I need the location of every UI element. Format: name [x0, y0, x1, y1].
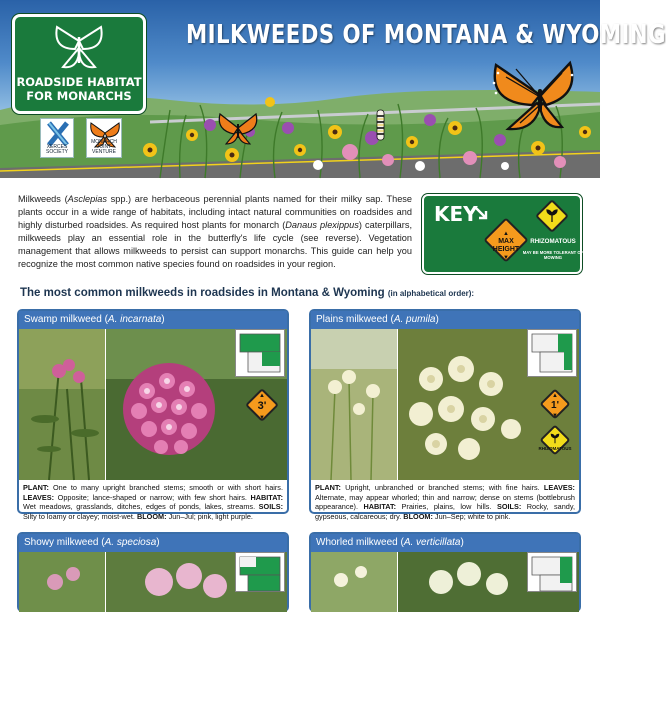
intro-paragraph: Milkweeds (Asclepias spp.) are herbaceous perennial plants named for their milky sap. These plants occur in a wide range of habitats, including intact natural communities on roadsides and highly disturbed roadsides. As required host plants for monarch (Danaus plexippus) caterpillars, milkweeds play an essential role in the butterfly's life cycle (see reverse). Vegetation management that allows milkweeds to persist can support monarchs. This guide can help you recognize the most common native species found on roadsides in your region.	[18, 194, 413, 269]
xerces-logo-label: XERCES SOCIETY	[46, 144, 68, 155]
species-card-swamp-milkweed	[17, 309, 289, 521]
genus-name: Asclepias	[67, 194, 107, 204]
header-banner	[0, 0, 666, 178]
key-legend	[422, 194, 582, 274]
mt-wy-range-map	[236, 553, 284, 591]
card-description: PLANT: Upright, unbranched or branched stems; with fine hairs. LEAVES: Alternate, may appear whorled; thin and narrow; dense on stems (bottlebrush appearance). HABITAT: Prairies, plains, low hills. SOILS: Rocky, sandy, gypseous, calcareous; dry. BLOOM: Jun–Sep; white to pink.	[315, 483, 575, 521]
arrow-down-right-icon	[474, 206, 490, 222]
page-title: MILKWEEDS OF MONTANA & WYOMING	[186, 20, 666, 50]
plant-sprout-icon	[549, 432, 561, 444]
butterfly-icon	[53, 23, 105, 73]
card-title: Whorled milkweed (A. verticillata)	[311, 534, 579, 552]
species-card-plains-milkweed	[309, 309, 581, 521]
roadside-habitat-sign	[12, 14, 146, 114]
sign-line-2: FOR MONARCHS	[26, 89, 132, 103]
card-title: Showy milkweed (A. speciosa)	[19, 534, 287, 552]
card-title: Plains milkweed (A. pumila)	[311, 311, 579, 329]
species-name: Danaus plexippus	[285, 219, 359, 230]
monarch-joint-venture-logo	[86, 118, 122, 158]
height-badge-label: ▲ 1' ▼	[551, 393, 559, 419]
plant-sprout-icon	[544, 207, 560, 223]
card-photos	[19, 552, 287, 703]
card-title: Swamp milkweed (A. incarnata)	[19, 311, 287, 329]
card-description: PLANT: One to many upright branched stems; smooth or with short hairs. LEAVES: Opposite; lance-shaped or narrow; with few short hairs. HABITAT: Wet meadows, grasslands, ditches, edges of ponds, lakes, streams. SOILS: Silty to loamy or clayey; moist-wet. BLOOM: Jun–Jul; pink, light purple.	[23, 483, 283, 521]
range-map	[235, 552, 285, 592]
card-photos	[311, 329, 579, 480]
monarch-logo-label: MONARCH JOINT VENTURE	[91, 139, 117, 155]
range-map	[527, 329, 577, 377]
card-photos	[19, 329, 287, 480]
range-map	[527, 552, 577, 592]
mt-wy-range-map	[236, 330, 284, 376]
sign-line-1: ROADSIDE HABITAT	[16, 75, 142, 89]
card-photos	[311, 552, 579, 703]
sign-text	[15, 75, 143, 103]
species-card-showy-milkweed	[17, 532, 289, 612]
max-height-label: ▲ MAX HEIGHT ▼	[492, 231, 520, 261]
section-subtitle: (in alphabetical order):	[387, 289, 475, 298]
section-heading	[20, 287, 474, 299]
xerces-society-logo	[40, 118, 74, 158]
mt-wy-range-map	[528, 330, 576, 376]
section-title: The most common milkweeds in roadsides in Montana & Wyoming	[20, 287, 385, 299]
rhizomatous-badge-label: RHIZOMATOUS	[538, 446, 572, 451]
height-badge-label: ▲ 3' ▼	[257, 393, 267, 421]
rhizomatous-label: RHIZOMATOUS	[530, 238, 576, 245]
mt-wy-range-map	[528, 553, 576, 591]
mowing-tolerance-label: MAY BE MORE TOLERANT OF MOWING	[522, 250, 584, 260]
key-label: KEY	[434, 202, 478, 226]
range-map	[235, 329, 285, 377]
species-card-whorled-milkweed	[309, 532, 581, 612]
